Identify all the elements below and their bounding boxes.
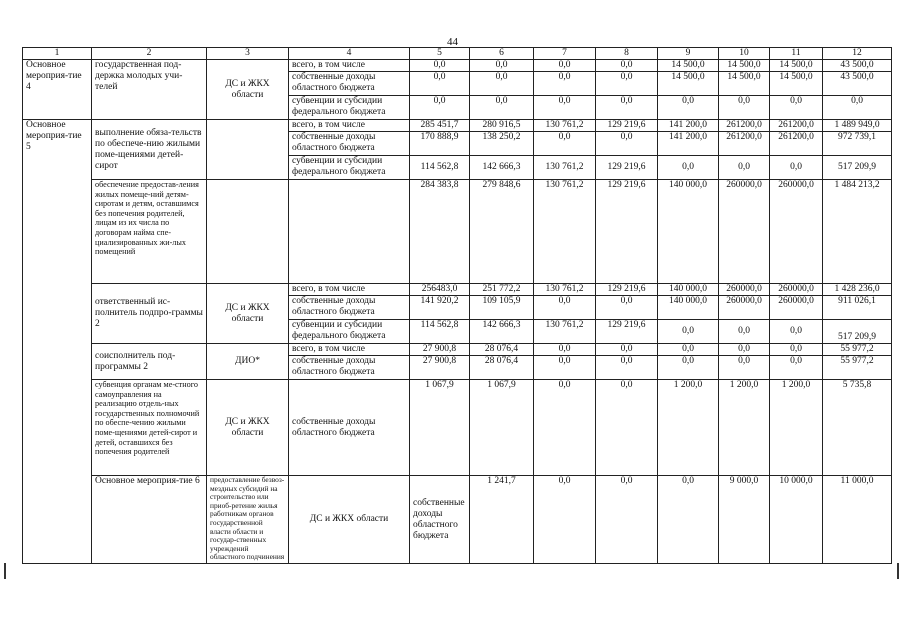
- value-cell: 261200,0: [719, 120, 770, 132]
- value-cell: 279 848,6: [470, 180, 534, 284]
- value-cell: 0,0: [719, 344, 770, 356]
- value-cell: 0,0: [658, 476, 719, 564]
- value-cell: 138 250,2: [470, 132, 534, 156]
- value-cell: 280 916,5: [470, 120, 534, 132]
- source-cell: собственные доходы областного бюджета: [289, 356, 410, 380]
- value-cell: 0,0: [534, 72, 596, 96]
- value-cell: 114 562,8: [410, 320, 470, 344]
- value-cell: 0,0: [596, 296, 658, 320]
- value-cell: 0,0: [410, 72, 470, 96]
- source-cell: собственные доходы областного бюджета: [289, 380, 410, 476]
- header-cell: 5: [410, 48, 470, 60]
- header-cell: 6: [470, 48, 534, 60]
- value-cell: 0,0: [534, 60, 596, 72]
- value-cell: 1 067,9: [410, 380, 470, 476]
- value-cell: 0,0: [534, 96, 596, 120]
- value-cell: 27 900,8: [410, 344, 470, 356]
- value-cell: 130 761,2: [534, 120, 596, 132]
- value-cell: 0,0: [534, 476, 596, 564]
- table-row: [23, 60, 892, 72]
- budget-table: [22, 47, 892, 564]
- source-cell: субвенции и субсидии федерального бюджета: [289, 96, 410, 120]
- value-cell: 1 428 236,0: [823, 284, 892, 296]
- value-cell: 517 209,9: [823, 320, 892, 344]
- value-cell: 0,0: [719, 320, 770, 344]
- value-cell: 0,0: [770, 344, 823, 356]
- source-cell: собственные доходы областного бюджета: [289, 296, 410, 320]
- executor-cell: ДС и ЖКХ области: [207, 284, 289, 344]
- value-cell: 0,0: [823, 96, 892, 120]
- source-cell: всего, в том числе: [289, 60, 410, 72]
- value-cell: 28 076,4: [470, 344, 534, 356]
- value-cell: 5 735,8: [823, 380, 892, 476]
- header-cell: 4: [289, 48, 410, 60]
- header-cell: 7: [534, 48, 596, 60]
- value-cell: 1 484 213,2: [823, 180, 892, 284]
- value-cell: 0,0: [658, 320, 719, 344]
- scan-edge-mark: [897, 563, 899, 579]
- value-cell: 1 200,0: [770, 380, 823, 476]
- value-cell: 140 000,0: [658, 284, 719, 296]
- value-cell: 109 105,9: [470, 296, 534, 320]
- header-cell: 1: [23, 48, 92, 60]
- value-cell: 0,0: [596, 72, 658, 96]
- value-cell: 0,0: [770, 156, 823, 180]
- value-cell: 43 500,0: [823, 60, 892, 72]
- value-cell: 140 000,0: [658, 296, 719, 320]
- value-cell: 129 219,6: [596, 284, 658, 296]
- description-cell: субвенция органам ме-стного самоуправления на реализацию отдель-ных государственных полномочий по обеспе-чению жилыми поме-щениями детей-сирот и детей, оставшихся без попечения родителей: [92, 380, 207, 476]
- executor-cell: ДИО*: [207, 344, 289, 380]
- value-cell: 0,0: [596, 356, 658, 380]
- value-cell: 251 772,2: [470, 284, 534, 296]
- value-cell: 260000,0: [719, 180, 770, 284]
- value-cell: 260000,0: [719, 284, 770, 296]
- table-row: [23, 476, 892, 564]
- value-cell: 0,0: [410, 60, 470, 72]
- value-cell: 14 500,0: [719, 72, 770, 96]
- value-cell: 261200,0: [770, 132, 823, 156]
- header-row: [23, 48, 892, 60]
- value-cell: 0,0: [719, 156, 770, 180]
- value-cell: 0,0: [658, 156, 719, 180]
- source-cell: [289, 180, 410, 284]
- executor-cell: [207, 180, 289, 284]
- source-cell: всего, в том числе: [289, 344, 410, 356]
- value-cell: 0,0: [596, 96, 658, 120]
- page-number: 44: [447, 36, 458, 48]
- value-cell: 0,0: [596, 60, 658, 72]
- source-cell: собственные доходы областного бюджета: [410, 476, 470, 564]
- table-row: [23, 344, 892, 356]
- value-cell: 129 219,6: [596, 320, 658, 344]
- scan-edge-mark: [4, 563, 6, 579]
- header-cell: 11: [770, 48, 823, 60]
- source-cell: всего, в том числе: [289, 120, 410, 132]
- value-cell: 260000,0: [770, 284, 823, 296]
- value-cell: 28 076,4: [470, 356, 534, 380]
- value-cell: 14 500,0: [658, 60, 719, 72]
- description-cell: ответственный ис-полнитель подпро-граммы 2: [92, 284, 207, 344]
- value-cell: 1 489 949,0: [823, 120, 892, 132]
- value-cell: 130 761,2: [534, 180, 596, 284]
- value-cell: 0,0: [719, 96, 770, 120]
- description-cell: выполнение обяза-тельств по обеспече-нию жилыми поме-щениями детей-сирот: [92, 120, 207, 180]
- value-cell: 1 200,0: [658, 380, 719, 476]
- value-cell: 0,0: [719, 356, 770, 380]
- executor-cell: ДС и ЖКХ области: [207, 60, 289, 120]
- value-cell: 14 500,0: [770, 72, 823, 96]
- value-cell: 0,0: [410, 96, 470, 120]
- header-cell: 10: [719, 48, 770, 60]
- table-row: [23, 284, 892, 296]
- header-cell: 8: [596, 48, 658, 60]
- value-cell: 285 451,7: [410, 120, 470, 132]
- value-cell: 260000,0: [770, 296, 823, 320]
- value-cell: 1 200,0: [719, 380, 770, 476]
- value-cell: 14 500,0: [719, 60, 770, 72]
- table-row: [23, 120, 892, 132]
- value-cell: 141 920,2: [410, 296, 470, 320]
- value-cell: 0,0: [534, 380, 596, 476]
- value-cell: 170 888,9: [410, 132, 470, 156]
- value-cell: 261200,0: [770, 120, 823, 132]
- value-cell: 0,0: [596, 344, 658, 356]
- value-cell: 55 977,2: [823, 356, 892, 380]
- value-cell: 142 666,3: [470, 156, 534, 180]
- value-cell: 27 900,8: [410, 356, 470, 380]
- value-cell: 1 241,7: [470, 476, 534, 564]
- event-cell: Основное мероприя-тие 6: [92, 476, 207, 564]
- value-cell: 260000,0: [719, 296, 770, 320]
- value-cell: 0,0: [534, 132, 596, 156]
- value-cell: 141 200,0: [658, 120, 719, 132]
- value-cell: 0,0: [658, 356, 719, 380]
- description-cell: обеспечение предостав-ления жилых помеще-ний детям-сиротам и детям, оставшимся без попечения родителей, лицам из их числа по договорам найма спе-циализированных жи-лых помещений: [92, 180, 207, 284]
- source-cell: всего, в том числе: [289, 284, 410, 296]
- event-cell: Основное мероприя-тие 4: [23, 60, 92, 120]
- value-cell: 972 739,1: [823, 132, 892, 156]
- value-cell: 141 200,0: [658, 132, 719, 156]
- value-cell: 10 000,0: [770, 476, 823, 564]
- value-cell: 0,0: [658, 344, 719, 356]
- value-cell: 0,0: [596, 132, 658, 156]
- source-cell: собственные доходы областного бюджета: [289, 72, 410, 96]
- header-cell: 9: [658, 48, 719, 60]
- value-cell: 0,0: [470, 96, 534, 120]
- value-cell: 0,0: [534, 344, 596, 356]
- table-row: [23, 180, 892, 284]
- description-cell: государственная под-держка молодых учи-телей: [92, 60, 207, 120]
- value-cell: 517 209,9: [823, 156, 892, 180]
- description-cell: предоставление безвоз-мездных субсидий на строительство или приоб-ретение жилья работникам органов государственной власти области и государ-ственных учреждений областного подчинения: [207, 476, 289, 564]
- value-cell: 114 562,8: [410, 156, 470, 180]
- source-cell: субвенции и субсидии федерального бюджета: [289, 320, 410, 344]
- source-cell: субвенции и субсидии федерального бюджета: [289, 156, 410, 180]
- value-cell: 43 500,0: [823, 72, 892, 96]
- source-cell: собственные доходы областного бюджета: [289, 132, 410, 156]
- value-cell: 9 000,0: [719, 476, 770, 564]
- value-cell: 911 026,1: [823, 296, 892, 320]
- value-cell: 261200,0: [719, 132, 770, 156]
- value-cell: 1 067,9: [470, 380, 534, 476]
- value-cell: 284 383,8: [410, 180, 470, 284]
- value-cell: 55 977,2: [823, 344, 892, 356]
- value-cell: 140 000,0: [658, 180, 719, 284]
- value-cell: 14 500,0: [658, 72, 719, 96]
- value-cell: 0,0: [658, 96, 719, 120]
- value-cell: 0,0: [534, 356, 596, 380]
- event-cell: Основное мероприя-тие 5: [23, 120, 92, 564]
- executor-cell: ДС и ЖКХ области: [207, 380, 289, 476]
- description-cell: соисполнитель под-программы 2: [92, 344, 207, 380]
- value-cell: 256483,0: [410, 284, 470, 296]
- value-cell: 14 500,0: [770, 60, 823, 72]
- value-cell: 129 219,6: [596, 120, 658, 132]
- value-cell: 0,0: [470, 72, 534, 96]
- value-cell: 260000,0: [770, 180, 823, 284]
- executor-cell: ДС и ЖКХ области: [289, 476, 410, 564]
- value-cell: 130 761,2: [534, 320, 596, 344]
- value-cell: 0,0: [470, 60, 534, 72]
- value-cell: 129 219,6: [596, 156, 658, 180]
- value-cell: 129 219,6: [596, 180, 658, 284]
- value-cell: 0,0: [596, 380, 658, 476]
- value-cell: 11 000,0: [823, 476, 892, 564]
- table-row: [23, 380, 892, 476]
- value-cell: 0,0: [596, 476, 658, 564]
- value-cell: 130 761,2: [534, 156, 596, 180]
- header-cell: 3: [207, 48, 289, 60]
- value-cell: 142 666,3: [470, 320, 534, 344]
- header-cell: 12: [823, 48, 892, 60]
- header-cell: 2: [92, 48, 207, 60]
- value-cell: 130 761,2: [534, 284, 596, 296]
- value-cell: 0,0: [534, 296, 596, 320]
- value-cell: 0,0: [770, 96, 823, 120]
- value-cell: 0,0: [770, 320, 823, 344]
- value-cell: 0,0: [770, 356, 823, 380]
- executor-cell: [207, 120, 289, 180]
